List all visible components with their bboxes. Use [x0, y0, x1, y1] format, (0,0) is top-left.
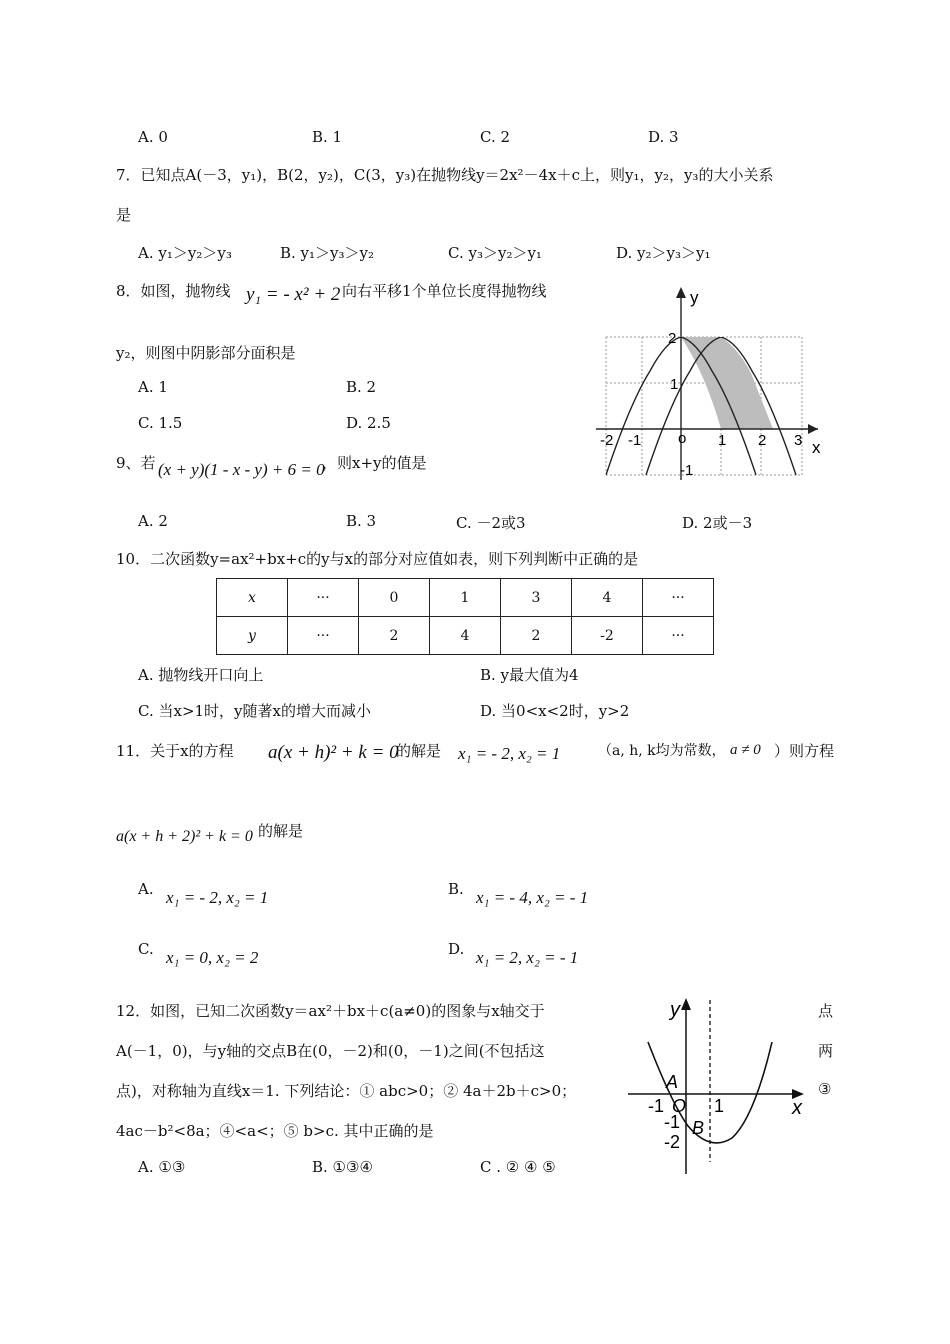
q9-option-b: B. 3	[346, 512, 377, 530]
q7-option-d: D. y₂＞y₃＞y₁	[616, 244, 711, 262]
q8-tick-x-m2: -2	[600, 432, 614, 449]
q11-equation-1: a(x + h)² + k = 0	[268, 742, 399, 763]
q8-stem-pre: 8．如图，抛物线	[116, 282, 231, 300]
q11-note-post: ）则方程	[774, 742, 835, 760]
q12-label-b: B	[692, 1118, 705, 1138]
q8-tick-x-m1: -1	[628, 432, 642, 449]
table-cell: ···	[643, 617, 714, 655]
q10-option-d: D. 当0<x<2时，y>2	[480, 702, 630, 720]
q8-tick-y-2: 2	[668, 330, 677, 347]
table-cell: 1	[430, 579, 501, 617]
q8-tick-y-m1: -1	[680, 462, 694, 479]
table-header-x: x	[217, 579, 288, 617]
q8-x-axis-arrow	[808, 424, 818, 434]
q11-stem-post: 的解是	[258, 822, 304, 840]
q11-option-d: x₁ = 2, x₂ = - 1	[476, 948, 579, 967]
q9-equation: (x + y)(1 - x - y) + 6 = 0	[158, 460, 325, 479]
q8-figure	[596, 285, 836, 485]
q9-option-d: D. 2或－3	[682, 514, 753, 532]
q6-option-b: B. 1	[312, 128, 343, 146]
table-cell: 3	[501, 579, 572, 617]
q12-stem-line4: 4ac－b²<8a；④<a<；⑤ b>c. 其中正确的是	[116, 1122, 434, 1140]
q7-option-b: B. y₁＞y₃＞y₂	[280, 244, 375, 262]
q7-option-c: C. y₃＞y₂＞y₁	[448, 244, 542, 262]
table-cell: 4	[430, 617, 501, 655]
q12-stem-line2: A(－1，0)，与y轴的交点B在(0，－2)和(0，－1)之间(不包括这	[116, 1042, 545, 1060]
table-cell: 2	[501, 617, 572, 655]
q10-value-table	[216, 578, 714, 655]
q12-stem-line3: 点)，对称轴为直线x＝1. 下列结论：① abc>0；② 4a＋2b＋c>0；	[116, 1082, 577, 1100]
table-cell: ···	[288, 579, 359, 617]
table-cell: ···	[643, 579, 714, 617]
q10-stem: 10．二次函数y=ax²+bx+c的y与x的部分对应值如表，则下列判断中正确的是	[116, 550, 639, 568]
q7-stem-line2: 是	[116, 206, 132, 224]
q6-option-a: A. 0	[138, 128, 168, 146]
q10-option-c: C. 当x>1时，y随著x的增大而减小	[138, 702, 371, 720]
q6-option-d: D. 3	[648, 128, 679, 146]
q12-option-b: B. ①③④	[312, 1158, 373, 1176]
q11-note-equation: a ≠ 0	[730, 742, 761, 758]
q8-tick-origin: o	[678, 430, 687, 447]
table-cell: 0	[359, 579, 430, 617]
q9-option-a: A. 2	[138, 512, 168, 530]
q12-stem-line3-end: ③	[818, 1080, 832, 1098]
table-cell: 4	[572, 579, 643, 617]
q12-stem-line2-end: 两	[818, 1042, 834, 1060]
q9-stem-pre: 9、若	[116, 454, 156, 472]
q8-stem-post: 向右平移1个单位长度得抛物线	[342, 282, 547, 300]
q11-note: （a, h, k均为常数，	[598, 743, 726, 759]
q11-stem-pre: 11．关于x的方程	[116, 742, 234, 760]
q11-option-b-label: B.	[448, 880, 464, 898]
q12-figure	[626, 990, 816, 1180]
q9-option-c: C. －2或3	[456, 514, 526, 532]
q8-tick-x-2: 2	[758, 432, 767, 449]
q8-tick-y-1: 1	[670, 376, 679, 393]
q8-axis-label-y: y	[690, 288, 699, 307]
q12-label-o: O	[672, 1096, 687, 1116]
q12-tick-y-m2: -2	[664, 1132, 681, 1152]
q12-tick-y-m1: -1	[664, 1112, 681, 1132]
q7-stem-line1: 7．已知点A(－3，y₁)，B(2，y₂)，C(3，y₃)在抛物线y＝2x²－4x＋c上，则y₁，y₂，y₃的大小关系	[116, 166, 774, 184]
q11-equation-2: x₁ = - 2, x₂ = 1	[458, 744, 561, 763]
q9-stem-post: ，则x+y的值是	[322, 454, 427, 472]
q8-option-a: A. 1	[138, 378, 168, 396]
q12-y-axis-arrow	[681, 998, 691, 1010]
q11-stem-mid: 的解是	[396, 742, 442, 760]
q10-option-a: A. 抛物线开口向上	[138, 666, 264, 684]
q12-axis-label-x: x	[792, 1097, 802, 1119]
q11-option-c-label: C.	[138, 940, 154, 958]
q8-option-c: C. 1.5	[138, 414, 183, 432]
q8-option-b: B. 2	[346, 378, 377, 396]
q11-option-a-label: A.	[138, 880, 154, 898]
q8-equation: y₁ = - x² + 2	[246, 284, 341, 305]
q8-tick-x-3: 3	[794, 432, 803, 449]
q11-option-a: x₁ = - 2, x₂ = 1	[166, 888, 269, 907]
q12-stem-line1: 12．如图，已知二次函数y＝ax²＋bx＋c(a≠0)的图象与x轴交于	[116, 1002, 545, 1020]
table-row	[217, 617, 714, 655]
q12-stem-line1-end: 点	[818, 1002, 834, 1020]
q12-option-a: A. ①③	[138, 1158, 186, 1176]
q10-option-b: B. y最大值为4	[480, 666, 579, 684]
q8-tick-x-1: 1	[718, 432, 727, 449]
q11-equation-3: a(x + h + 2)² + k = 0	[116, 828, 253, 845]
q12-tick-x-m1: -1	[648, 1096, 665, 1116]
table-cell: ···	[288, 617, 359, 655]
q12-axis-label-y: y	[670, 999, 680, 1021]
table-cell: -2	[572, 617, 643, 655]
q8-stem-line2: y₂，则图中阴影部分面积是	[116, 344, 296, 362]
q8-y-axis-arrow	[676, 287, 686, 298]
q8-option-d: D. 2.5	[346, 414, 391, 432]
q11-option-c: x₁ = 0, x₂ = 2	[166, 948, 259, 967]
q12-option-c: C . ② ④ ⑤	[480, 1158, 556, 1176]
q6-option-c: C. 2	[480, 128, 511, 146]
q12-label-a: A	[666, 1072, 679, 1092]
q11-option-b: x₁ = - 4, x₂ = - 1	[476, 888, 589, 907]
q11-option-d-label: D.	[448, 940, 465, 958]
table-header-y: y	[217, 617, 288, 655]
table-cell: 2	[359, 617, 430, 655]
table-row	[217, 579, 714, 617]
q12-tick-x-1: 1	[714, 1096, 725, 1116]
q7-option-a: A. y₁＞y₂＞y₃	[138, 244, 232, 262]
q8-axis-label-x: x	[812, 438, 821, 457]
